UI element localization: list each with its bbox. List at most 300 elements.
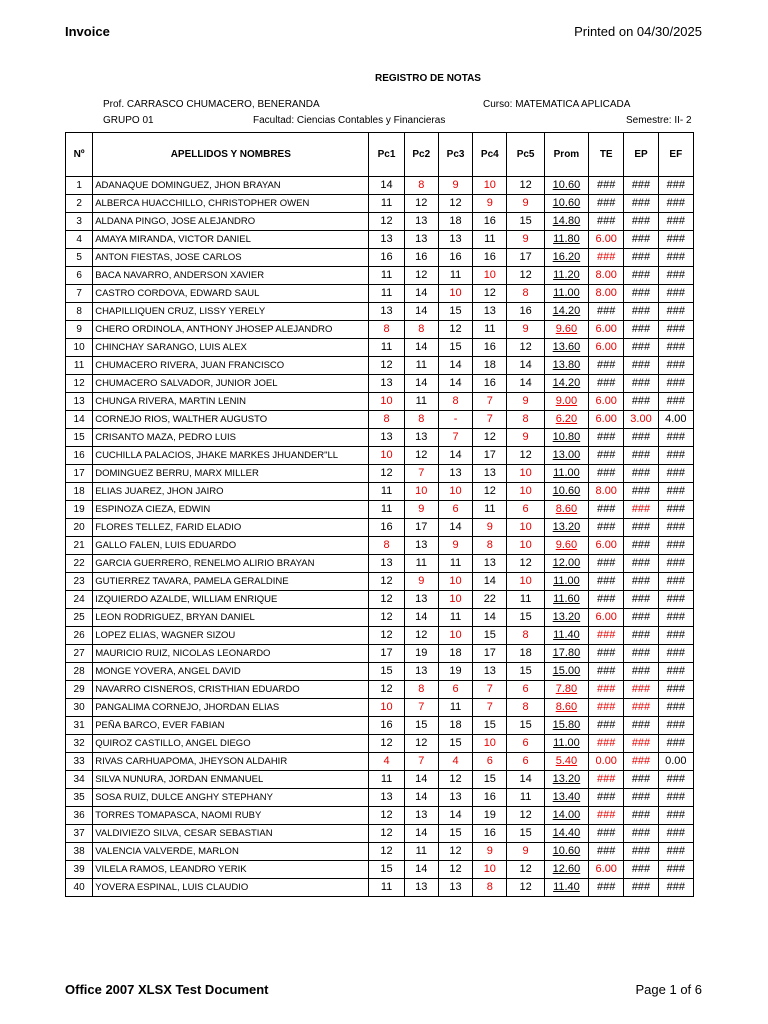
- row-number-cell: 39: [66, 861, 93, 879]
- ep-cell: ###: [624, 717, 658, 735]
- average-cell: 9.60: [544, 321, 588, 339]
- grade-cell: 8: [507, 627, 544, 645]
- student-name-cell: GUTIERREZ TAVARA, PAMELA GERALDINE: [93, 573, 369, 591]
- grade-cell: 13: [473, 303, 507, 321]
- ef-cell: ###: [658, 231, 693, 249]
- row-number-cell: 17: [66, 465, 93, 483]
- ef-cell: ###: [658, 375, 693, 393]
- ep-cell: ###: [624, 339, 658, 357]
- table-header-row: [66, 133, 694, 177]
- row-number-cell: 29: [66, 681, 93, 699]
- grade-cell: 16: [507, 303, 544, 321]
- grade-cell: 10: [369, 447, 404, 465]
- table-row: [66, 735, 694, 753]
- grade-cell: 14: [507, 357, 544, 375]
- table-row: [66, 249, 694, 267]
- grade-cell: 17: [473, 447, 507, 465]
- grade-cell: 11: [404, 843, 438, 861]
- te-cell: ###: [589, 717, 624, 735]
- grade-cell: 9: [473, 519, 507, 537]
- grade-cell: 19: [438, 663, 472, 681]
- ep-cell: ###: [624, 357, 658, 375]
- grade-cell: 22: [473, 591, 507, 609]
- average-cell: 8.60: [544, 699, 588, 717]
- te-cell: ###: [589, 177, 624, 195]
- column-header: Pc4: [473, 133, 507, 177]
- grade-cell: 10: [369, 699, 404, 717]
- grade-cell: 13: [438, 789, 472, 807]
- table-row: [66, 717, 694, 735]
- ef-cell: ###: [658, 879, 693, 897]
- grade-cell: 13: [473, 663, 507, 681]
- te-cell: ###: [589, 519, 624, 537]
- ep-cell: ###: [624, 879, 658, 897]
- grade-cell: -: [438, 411, 472, 429]
- grade-cell: 14: [404, 375, 438, 393]
- te-cell: ###: [589, 249, 624, 267]
- row-number-cell: 28: [66, 663, 93, 681]
- grade-cell: 12: [507, 555, 544, 573]
- column-header: Pc5: [507, 133, 544, 177]
- grade-cell: 14: [438, 519, 472, 537]
- table-row: [66, 573, 694, 591]
- student-name-cell: CRISANTO MAZA, PEDRO LUIS: [93, 429, 369, 447]
- average-cell: 13.00: [544, 447, 588, 465]
- grade-cell: 9: [438, 177, 472, 195]
- table-row: [66, 321, 694, 339]
- ef-cell: ###: [658, 681, 693, 699]
- grade-cell: 14: [438, 807, 472, 825]
- grade-cell: 12: [507, 447, 544, 465]
- grade-cell: 12: [369, 465, 404, 483]
- grade-cell: 9: [473, 195, 507, 213]
- grade-cell: 11: [438, 699, 472, 717]
- column-header: EF: [658, 133, 693, 177]
- ep-cell: ###: [624, 465, 658, 483]
- grade-cell: 15: [473, 627, 507, 645]
- grade-cell: 15: [438, 825, 472, 843]
- ep-cell: ###: [624, 249, 658, 267]
- grade-cell: 7: [473, 699, 507, 717]
- grade-cell: 17: [404, 519, 438, 537]
- grade-cell: 12: [369, 573, 404, 591]
- row-number-cell: 26: [66, 627, 93, 645]
- average-cell: 11.00: [544, 465, 588, 483]
- grade-cell: 15: [369, 861, 404, 879]
- grade-cell: 13: [473, 555, 507, 573]
- ef-cell: ###: [658, 771, 693, 789]
- ef-cell: ###: [658, 555, 693, 573]
- te-cell: ###: [589, 591, 624, 609]
- average-cell: 17.80: [544, 645, 588, 663]
- grade-cell: 15: [507, 825, 544, 843]
- row-number-cell: 27: [66, 645, 93, 663]
- grade-cell: 12: [473, 285, 507, 303]
- grade-cell: 14: [438, 375, 472, 393]
- grade-cell: 14: [404, 825, 438, 843]
- average-cell: 15.80: [544, 717, 588, 735]
- row-number-cell: 7: [66, 285, 93, 303]
- grade-cell: 16: [473, 249, 507, 267]
- column-header: Prom: [544, 133, 588, 177]
- grade-cell: 13: [369, 789, 404, 807]
- grade-cell: 12: [438, 843, 472, 861]
- grade-cell: 13: [438, 231, 472, 249]
- column-header: APELLIDOS Y NOMBRES: [93, 133, 369, 177]
- average-cell: 14.80: [544, 213, 588, 231]
- te-cell: 8.00: [589, 285, 624, 303]
- grade-cell: 9: [507, 195, 544, 213]
- grade-cell: 16: [438, 249, 472, 267]
- te-cell: ###: [589, 627, 624, 645]
- student-name-cell: YOVERA ESPINAL, LUIS CLAUDIO: [93, 879, 369, 897]
- table-row: [66, 681, 694, 699]
- grade-cell: 15: [507, 609, 544, 627]
- row-number-cell: 31: [66, 717, 93, 735]
- student-name-cell: CORNEJO RIOS, WALTHER AUGUSTO: [93, 411, 369, 429]
- grade-cell: 11: [369, 879, 404, 897]
- te-cell: ###: [589, 357, 624, 375]
- te-cell: ###: [589, 555, 624, 573]
- ep-cell: ###: [624, 303, 658, 321]
- te-cell: 6.00: [589, 393, 624, 411]
- student-name-cell: ALDANA PINGO, JOSE ALEJANDRO: [93, 213, 369, 231]
- student-name-cell: VALDIVIEZO SILVA, CESAR SEBASTIAN: [93, 825, 369, 843]
- grade-cell: 9: [507, 843, 544, 861]
- grade-cell: 14: [404, 771, 438, 789]
- grade-cell: 12: [369, 357, 404, 375]
- row-number-cell: 15: [66, 429, 93, 447]
- grade-cell: 12: [404, 735, 438, 753]
- ep-cell: ###: [624, 843, 658, 861]
- grade-cell: 11: [369, 285, 404, 303]
- table-row: [66, 537, 694, 555]
- grade-cell: 13: [404, 231, 438, 249]
- grade-cell: 11: [404, 393, 438, 411]
- student-name-cell: CHUMACERO SALVADOR, JUNIOR JOEL: [93, 375, 369, 393]
- average-cell: 11.40: [544, 879, 588, 897]
- grade-cell: 15: [507, 663, 544, 681]
- student-name-cell: CUCHILLA PALACIOS, JHAKE MARKES JHUANDER"LL: [93, 447, 369, 465]
- ef-cell: ###: [658, 195, 693, 213]
- grade-cell: 8: [404, 681, 438, 699]
- student-name-cell: TORRES TOMAPASCA, NAOMI RUBY: [93, 807, 369, 825]
- grade-cell: 8: [369, 411, 404, 429]
- average-cell: 12.00: [544, 555, 588, 573]
- average-cell: 11.00: [544, 573, 588, 591]
- student-name-cell: SILVA NUNURA, JORDAN ENMANUEL: [93, 771, 369, 789]
- ef-cell: ###: [658, 321, 693, 339]
- student-name-cell: ESPINOZA CIEZA, EDWIN: [93, 501, 369, 519]
- grade-cell: 6: [438, 501, 472, 519]
- grade-cell: 13: [404, 807, 438, 825]
- te-cell: 6.00: [589, 861, 624, 879]
- grade-cell: 13: [404, 591, 438, 609]
- te-cell: ###: [589, 879, 624, 897]
- grade-cell: 8: [404, 411, 438, 429]
- te-cell: 8.00: [589, 267, 624, 285]
- table-row: [66, 609, 694, 627]
- ep-cell: ###: [624, 483, 658, 501]
- grade-cell: 10: [507, 573, 544, 591]
- grade-cell: 9: [507, 393, 544, 411]
- grade-cell: 10: [404, 483, 438, 501]
- ep-cell: ###: [624, 753, 658, 771]
- ef-cell: ###: [658, 213, 693, 231]
- average-cell: 5.40: [544, 753, 588, 771]
- ef-cell: ###: [658, 609, 693, 627]
- te-cell: ###: [589, 195, 624, 213]
- grade-cell: 13: [369, 303, 404, 321]
- table-row: [66, 465, 694, 483]
- grade-cell: 12: [473, 429, 507, 447]
- grade-cell: 6: [507, 681, 544, 699]
- row-number-cell: 38: [66, 843, 93, 861]
- student-name-cell: PANGALIMA CORNEJO, JHORDAN ELIAS: [93, 699, 369, 717]
- grade-cell: 11: [473, 321, 507, 339]
- grade-cell: 6: [473, 753, 507, 771]
- grade-cell: 7: [404, 699, 438, 717]
- grade-cell: 4: [438, 753, 472, 771]
- average-cell: 13.40: [544, 789, 588, 807]
- grade-cell: 10: [438, 483, 472, 501]
- average-cell: 10.60: [544, 483, 588, 501]
- grade-cell: 12: [369, 735, 404, 753]
- grade-cell: 13: [369, 375, 404, 393]
- row-number-cell: 33: [66, 753, 93, 771]
- table-row: [66, 843, 694, 861]
- student-name-cell: QUIROZ CASTILLO, ANGEL DIEGO: [93, 735, 369, 753]
- faculty-label: Facultad: Ciencias Contables y Financieras: [253, 115, 446, 126]
- column-header: Pc1: [369, 133, 404, 177]
- course-label: Curso: MATEMATICA APLICADA: [483, 99, 631, 110]
- grade-cell: 12: [369, 825, 404, 843]
- grade-cell: 15: [369, 663, 404, 681]
- ep-cell: ###: [624, 393, 658, 411]
- te-cell: ###: [589, 789, 624, 807]
- table-row: [66, 195, 694, 213]
- row-number-cell: 20: [66, 519, 93, 537]
- row-number-cell: 22: [66, 555, 93, 573]
- grade-cell: 12: [438, 771, 472, 789]
- average-cell: 14.20: [544, 375, 588, 393]
- ep-cell: ###: [624, 681, 658, 699]
- te-cell: 6.00: [589, 609, 624, 627]
- student-name-cell: DOMINGUEZ BERRU, MARX MILLER: [93, 465, 369, 483]
- student-name-cell: ADANAQUE DOMINGUEZ, JHON BRAYAN: [93, 177, 369, 195]
- row-number-cell: 23: [66, 573, 93, 591]
- ep-cell: ###: [624, 735, 658, 753]
- grade-cell: 12: [507, 807, 544, 825]
- student-name-cell: LOPEZ ELIAS, WAGNER SIZOU: [93, 627, 369, 645]
- table-row: [66, 411, 694, 429]
- grade-cell: 10: [473, 177, 507, 195]
- row-number-cell: 2: [66, 195, 93, 213]
- te-cell: ###: [589, 807, 624, 825]
- grade-cell: 13: [369, 231, 404, 249]
- grade-cell: 14: [404, 339, 438, 357]
- grade-cell: 12: [369, 591, 404, 609]
- student-name-cell: CHUNGA RIVERA, MARTIN LENIN: [93, 393, 369, 411]
- ep-cell: ###: [624, 429, 658, 447]
- row-number-cell: 14: [66, 411, 93, 429]
- row-number-cell: 16: [66, 447, 93, 465]
- average-cell: 7.80: [544, 681, 588, 699]
- student-name-cell: MONGE YOVERA, ANGEL DAVID: [93, 663, 369, 681]
- row-number-cell: 8: [66, 303, 93, 321]
- ep-cell: ###: [624, 573, 658, 591]
- ef-cell: ###: [658, 285, 693, 303]
- ep-cell: ###: [624, 177, 658, 195]
- row-number-cell: 30: [66, 699, 93, 717]
- grade-cell: 10: [507, 537, 544, 555]
- grade-cell: 12: [438, 195, 472, 213]
- column-header: EP: [624, 133, 658, 177]
- grade-cell: 9: [473, 843, 507, 861]
- grade-cell: 12: [404, 195, 438, 213]
- grade-cell: 16: [369, 249, 404, 267]
- grade-cell: 12: [404, 447, 438, 465]
- grade-cell: 15: [473, 717, 507, 735]
- column-header: TE: [589, 133, 624, 177]
- ep-cell: ###: [624, 789, 658, 807]
- row-number-cell: 13: [66, 393, 93, 411]
- student-name-cell: BACA NAVARRO, ANDERSON XAVIER: [93, 267, 369, 285]
- te-cell: ###: [589, 771, 624, 789]
- te-cell: 6.00: [589, 321, 624, 339]
- ef-cell: ###: [658, 573, 693, 591]
- te-cell: ###: [589, 429, 624, 447]
- grade-cell: 9: [507, 321, 544, 339]
- grade-cell: 12: [473, 483, 507, 501]
- ef-cell: ###: [658, 519, 693, 537]
- grade-cell: 9: [404, 573, 438, 591]
- grade-cell: 10: [473, 861, 507, 879]
- grade-cell: 12: [507, 267, 544, 285]
- table-row: [66, 699, 694, 717]
- ef-cell: ###: [658, 267, 693, 285]
- grade-cell: 16: [473, 375, 507, 393]
- te-cell: ###: [589, 447, 624, 465]
- page-number: Page 1 of 6: [635, 982, 702, 997]
- student-name-cell: MAURICIO RUIZ, NICOLAS LEONARDO: [93, 645, 369, 663]
- ep-cell: ###: [624, 645, 658, 663]
- te-cell: ###: [589, 573, 624, 591]
- average-cell: 11.20: [544, 267, 588, 285]
- ep-cell: ###: [624, 231, 658, 249]
- grade-cell: 19: [404, 645, 438, 663]
- grade-cell: 18: [438, 213, 472, 231]
- average-cell: 8.60: [544, 501, 588, 519]
- grade-cell: 11: [438, 609, 472, 627]
- table-row: [66, 213, 694, 231]
- ef-cell: 0.00: [658, 753, 693, 771]
- grade-cell: 15: [438, 303, 472, 321]
- table-row: [66, 393, 694, 411]
- student-name-cell: CHAPILLIQUEN CRUZ, LISSY YERELY: [93, 303, 369, 321]
- table-row: [66, 627, 694, 645]
- grade-cell: 12: [507, 861, 544, 879]
- table-row: [66, 861, 694, 879]
- grade-cell: 12: [507, 177, 544, 195]
- row-number-cell: 10: [66, 339, 93, 357]
- grade-cell: 14: [473, 573, 507, 591]
- grade-cell: 11: [438, 267, 472, 285]
- row-number-cell: 40: [66, 879, 93, 897]
- row-number-cell: 32: [66, 735, 93, 753]
- grade-cell: 9: [507, 429, 544, 447]
- grade-cell: 16: [473, 339, 507, 357]
- grade-cell: 10: [438, 285, 472, 303]
- grade-cell: 8: [507, 285, 544, 303]
- grade-cell: 11: [507, 591, 544, 609]
- table-row: [66, 231, 694, 249]
- ef-cell: ###: [658, 501, 693, 519]
- grade-cell: 13: [369, 555, 404, 573]
- semester-label: Semestre: II- 2: [626, 115, 692, 126]
- average-cell: 13.20: [544, 519, 588, 537]
- te-cell: 8.00: [589, 483, 624, 501]
- grade-cell: 16: [369, 717, 404, 735]
- ep-cell: ###: [624, 555, 658, 573]
- grade-cell: 14: [404, 861, 438, 879]
- te-cell: ###: [589, 843, 624, 861]
- grade-cell: 10: [507, 519, 544, 537]
- row-number-cell: 19: [66, 501, 93, 519]
- column-header: Nº: [66, 133, 93, 177]
- grade-cell: 19: [473, 807, 507, 825]
- grade-cell: 14: [404, 303, 438, 321]
- row-number-cell: 35: [66, 789, 93, 807]
- average-cell: 10.60: [544, 177, 588, 195]
- row-number-cell: 11: [66, 357, 93, 375]
- average-cell: 11.00: [544, 285, 588, 303]
- average-cell: 6.20: [544, 411, 588, 429]
- average-cell: 13.20: [544, 609, 588, 627]
- grade-cell: 10: [369, 393, 404, 411]
- average-cell: 14.40: [544, 825, 588, 843]
- grade-cell: 14: [404, 789, 438, 807]
- grade-cell: 11: [473, 231, 507, 249]
- grade-cell: 8: [473, 879, 507, 897]
- grade-cell: 13: [438, 465, 472, 483]
- grade-cell: 15: [438, 339, 472, 357]
- grade-cell: 7: [404, 465, 438, 483]
- row-number-cell: 6: [66, 267, 93, 285]
- average-cell: 12.60: [544, 861, 588, 879]
- ef-cell: ###: [658, 249, 693, 267]
- grade-cell: 15: [507, 213, 544, 231]
- ef-cell: ###: [658, 789, 693, 807]
- row-number-cell: 34: [66, 771, 93, 789]
- ef-cell: ###: [658, 663, 693, 681]
- average-cell: 16.20: [544, 249, 588, 267]
- table-row: [66, 375, 694, 393]
- table-row: [66, 285, 694, 303]
- row-number-cell: 25: [66, 609, 93, 627]
- table-row: [66, 789, 694, 807]
- ep-cell: ###: [624, 537, 658, 555]
- grade-cell: 11: [369, 501, 404, 519]
- grade-cell: 6: [507, 753, 544, 771]
- row-number-cell: 12: [66, 375, 93, 393]
- grade-cell: 17: [507, 249, 544, 267]
- grade-cell: 4: [369, 753, 404, 771]
- grade-cell: 6: [438, 681, 472, 699]
- ep-cell: ###: [624, 609, 658, 627]
- table-row: [66, 555, 694, 573]
- grade-cell: 10: [473, 735, 507, 753]
